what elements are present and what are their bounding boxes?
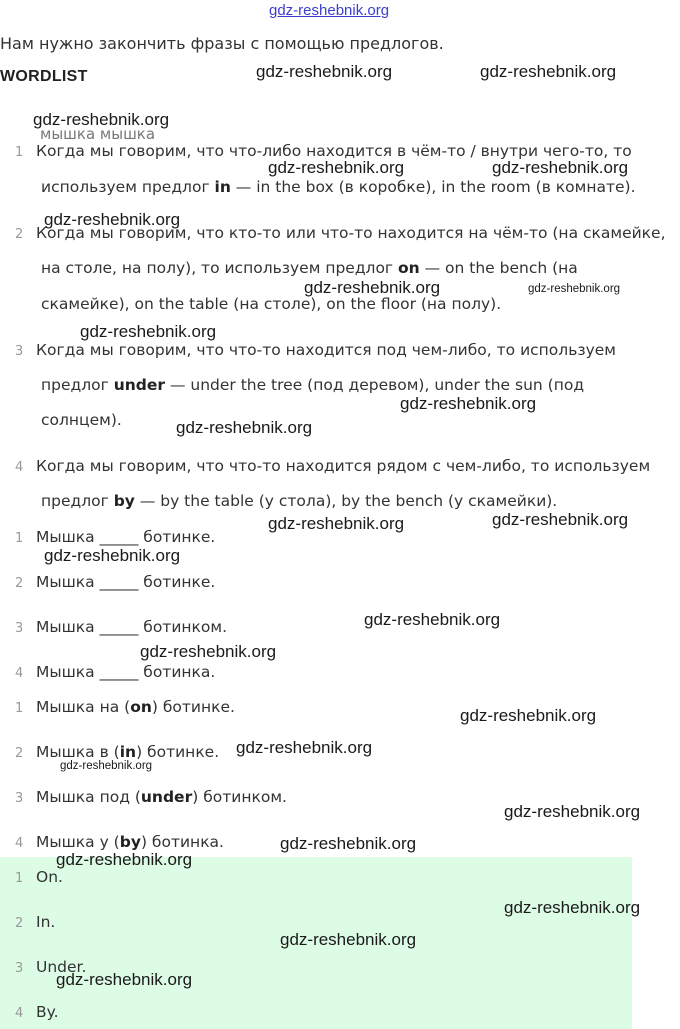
rule-number: 4 (15, 460, 24, 475)
filled-sentence: Мышка на (on) ботинке. (36, 698, 235, 716)
filled-sentence: Мышка у (by) ботинка. (36, 833, 224, 851)
watermark: gdz-reshebnik.org (268, 514, 405, 533)
watermark: gdz-reshebnik.org (504, 898, 641, 917)
rule-line: Когда мы говорим, что что-то находится рядом с чем-либо, то используем (36, 457, 651, 475)
rule-line: предлог under — under the tree (под деревом), under the sun (под (41, 376, 585, 394)
watermark: gdz-reshebnik.org (364, 610, 501, 629)
filled-sentence: Мышка под (under) ботинком. (36, 788, 287, 806)
watermark: gdz-reshebnik.org (56, 850, 193, 869)
item-number: 1 (15, 871, 24, 886)
answer: On. (36, 868, 63, 886)
rule-line: Когда мы говорим, что что-то находится под чем-либо, то используем (36, 341, 616, 359)
watermark: gdz-reshebnik.org (460, 706, 597, 725)
answers-highlight (0, 857, 632, 1029)
item-number: 4 (15, 1006, 24, 1021)
cut-off-text: мышка мышка (40, 125, 156, 143)
watermark: gdz-reshebnik.org (44, 210, 181, 229)
preposition: by (119, 833, 141, 851)
watermark: gdz-reshebnik.org (504, 802, 641, 821)
watermark: gdz-reshebnik.org (268, 158, 405, 177)
preposition: on (130, 698, 152, 716)
preposition: under (140, 788, 193, 806)
answer: In. (36, 913, 56, 931)
rule-line: скамейке), on the table (на столе), on the floor (на полу). (41, 295, 502, 313)
watermark: gdz-reshebnik.org (280, 930, 417, 949)
rule-line: используем предлог in — in the box (в коробке), in the room (в комнате). (41, 178, 636, 196)
item-number: 2 (15, 746, 24, 761)
preposition: under (113, 376, 166, 394)
item-number: 4 (15, 666, 24, 681)
watermark: gdz-reshebnik.org (33, 110, 170, 129)
rule-number: 3 (15, 344, 24, 359)
item-number: 3 (15, 621, 24, 636)
watermark: gdz-reshebnik.org (480, 62, 617, 81)
watermark: gdz-reshebnik.org (56, 970, 193, 989)
rule-number: 2 (15, 227, 24, 242)
item-number: 1 (15, 531, 24, 546)
answer: By. (36, 1003, 59, 1021)
rule-line: Когда мы говорим, что кто-то или что-то находится на чём-то (на скамейке, (36, 224, 666, 242)
watermark: gdz-reshebnik.org (176, 418, 313, 437)
rule-number: 1 (15, 145, 24, 160)
blank-sentence: Мышка _____ ботинком. (36, 618, 228, 636)
watermark: gdz-reshebnik.org (492, 158, 629, 177)
watermark: gdz-reshebnik.org (528, 283, 621, 295)
item-number: 2 (15, 576, 24, 591)
preposition: by (113, 492, 135, 510)
answer: Under. (36, 958, 87, 976)
rule-line: Когда мы говорим, что что-либо находится в чём-то / внутри чего-то, то (36, 142, 632, 160)
blank-sentence: Мышка _____ ботинка. (36, 663, 216, 681)
watermark: gdz-reshebnik.org (60, 760, 153, 772)
item-number: 1 (15, 701, 24, 716)
watermark: gdz-reshebnik.org (400, 394, 537, 413)
item-number: 3 (15, 961, 24, 976)
watermark: gdz-reshebnik.org (236, 738, 373, 757)
filled-sentence: Мышка в (in) ботинке. (36, 743, 220, 761)
watermark: gdz-reshebnik.org (280, 834, 417, 853)
wordlist-title: WORDLIST (0, 68, 88, 85)
preposition: in (214, 178, 231, 196)
blank-sentence: Мышка _____ ботинке. (36, 528, 216, 546)
watermark: gdz-reshebnik.org (80, 322, 217, 341)
item-number: 2 (15, 916, 24, 931)
watermark: gdz-reshebnik.org (44, 546, 181, 565)
preposition: in (119, 743, 137, 761)
item-number: 3 (15, 791, 24, 806)
watermark: gdz-reshebnik.org (492, 510, 629, 529)
intro-text: Нам нужно закончить фразы с помощью предлогов. (0, 34, 444, 53)
preposition: on (398, 259, 420, 277)
rule-line: на столе, на полу), то используем предлог on — on the bench (на (41, 259, 578, 277)
site-link[interactable]: gdz-reshebnik.org (269, 2, 390, 19)
rule-line: солнцем). (41, 411, 122, 429)
watermark: gdz-reshebnik.org (304, 278, 441, 297)
watermark: gdz-reshebnik.org (256, 62, 393, 81)
blank-sentence: Мышка _____ ботинке. (36, 573, 216, 591)
watermark: gdz-reshebnik.org (140, 642, 277, 661)
rule-line: предлог by — by the table (у стола), by the bench (у скамейки). (41, 492, 558, 510)
item-number: 4 (15, 836, 24, 851)
